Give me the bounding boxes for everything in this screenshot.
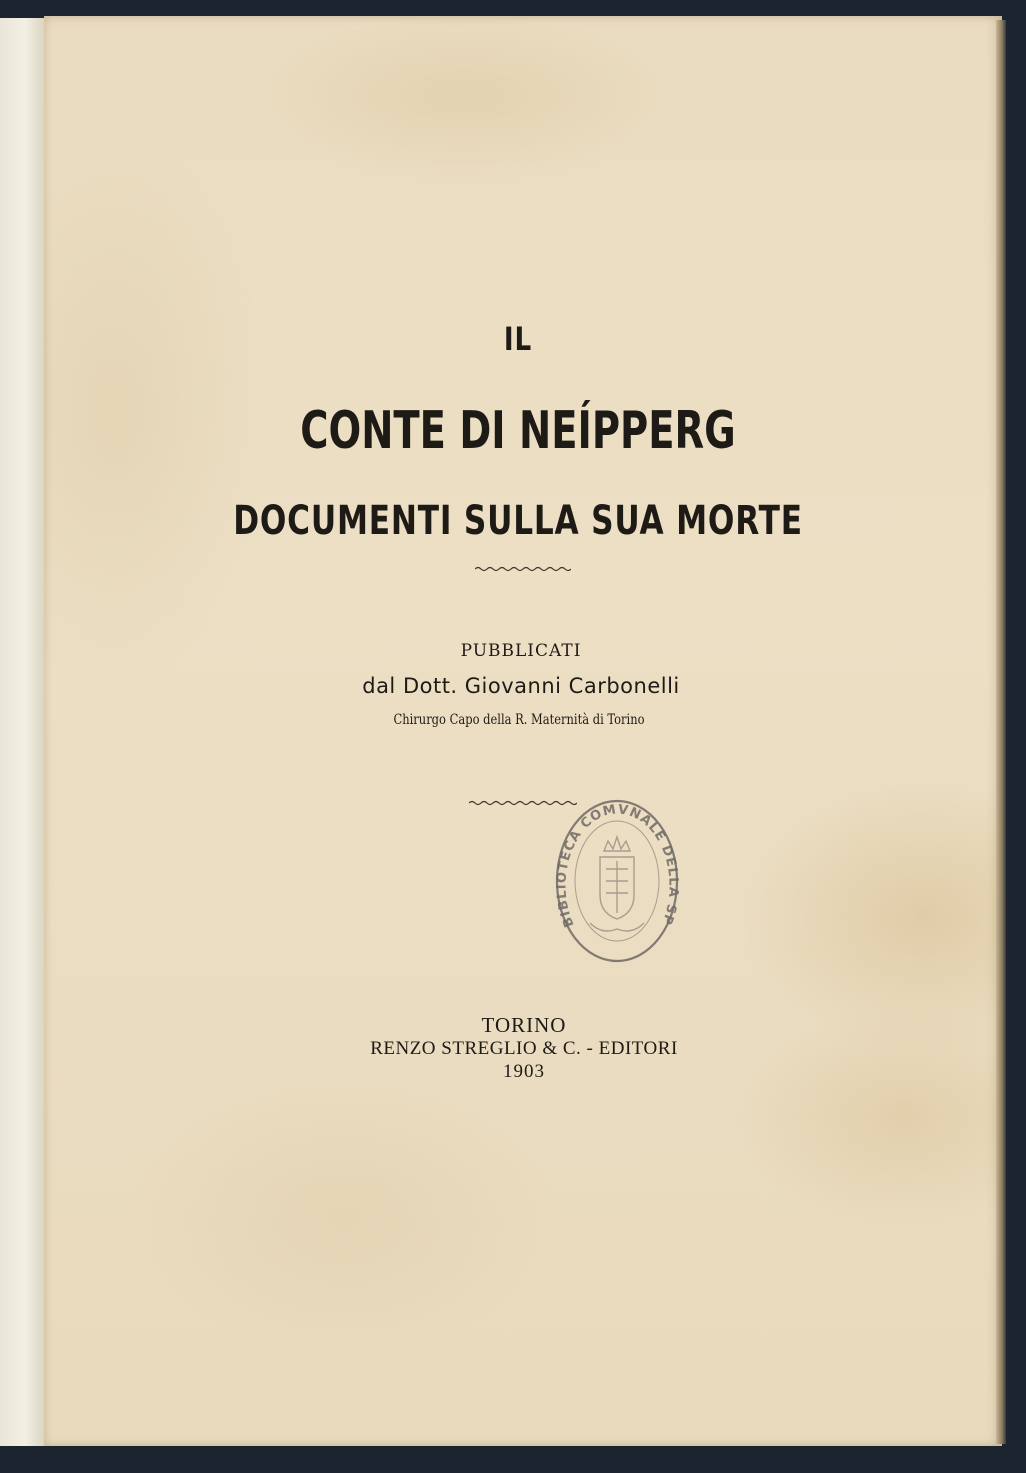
title-article: IL [503,320,533,358]
ornamental-rule [44,799,1002,807]
published-label: PUBBLICATI [460,641,582,661]
previous-leaf-edge [0,18,47,1446]
imprint-publisher: RENZO STREGLIO & C. - EDITORI [370,1038,678,1059]
page-edge [996,20,1006,1444]
stamp-text: BIBLIOTECA COMVNALE DELLA SP [554,802,681,930]
author-line: dal Dott. Giovanni Carbonelli [362,674,680,698]
imprint-city: TORINO [481,1013,567,1037]
coat-of-arms-icon [590,837,644,931]
title-page [44,16,1002,1446]
author-role: Chirurgo Capo della R. Maternità di Torino [393,712,645,728]
ornamental-rule [44,565,1002,573]
book-subtitle: DOCUMENTI SULLA SUA MORTE [233,498,803,544]
imprint-year: 1903 [503,1061,545,1082]
library-stamp [552,795,682,967]
book-title: CONTE DI NEÍPPERG [300,401,736,461]
